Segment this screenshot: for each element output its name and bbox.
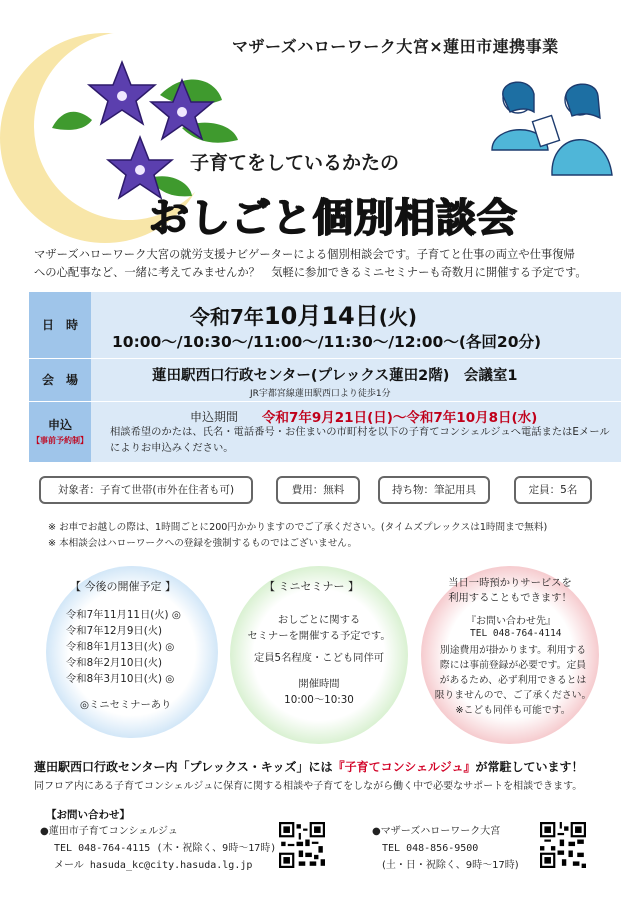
- row-divider: [29, 401, 621, 402]
- contact-heading: 【お問い合わせ】: [46, 809, 130, 821]
- kids-concierge-detail: 同フロア内にある子育てコンシェルジュに保育に関する相談や子育てをしながら働く中で必要なサポートを相談できます。: [34, 781, 583, 792]
- hellowork-contact: [372, 823, 519, 874]
- venue-access: JR宇都宮線蓮田駅西口より徒歩1分: [250, 389, 391, 399]
- childcare-body-line: ※こども同伴も可能です。: [455, 705, 571, 716]
- application-instructions: [110, 425, 610, 456]
- childcare-body: [434, 643, 592, 718]
- schedule-date: 令和7年12月9日(火): [66, 625, 163, 637]
- intro-text: [34, 246, 614, 282]
- childcare-intro: [421, 576, 599, 606]
- row-divider: [29, 358, 621, 359]
- event-date: [190, 296, 417, 331]
- schedule-heading: 【 今後の開催予定 】: [70, 580, 176, 593]
- kids-headline-post: が常駐しています！: [475, 760, 584, 774]
- childcare-line-2: 利用することもできます！: [448, 592, 572, 604]
- seminar-line-1: おしごとに関する: [277, 614, 361, 626]
- application-label-cell: [29, 402, 91, 462]
- parking-note: ※ お車でお越しの際は、1時間ごとに200円かかりますのでご了承ください。(タイムズプレックスは1時間まで無料): [48, 522, 548, 533]
- seminar-heading: 【 ミニセミナー 】: [264, 580, 359, 593]
- application-label: 申込: [47, 418, 72, 432]
- childcare-contact-label: 『お問い合わせ先』: [466, 616, 556, 627]
- schedule-date: 令和8年3月10日(火) ◎: [66, 673, 175, 685]
- schedule-list: [66, 607, 181, 687]
- city-contact-name: ●蓮田市子育てコンシェルジュ: [40, 826, 178, 837]
- belongings-tag: 持ち物：筆記用具: [378, 476, 490, 504]
- application-sublabel: 【事前予約制】: [32, 436, 88, 445]
- city-contact: [40, 823, 276, 874]
- seminar-description: [230, 612, 408, 708]
- schedule-date: 令和8年1月13日(火) ◎: [66, 641, 175, 653]
- page-subtitle: 子育てをしているかたの: [190, 152, 400, 174]
- date-prefix: 令和7年: [190, 305, 264, 329]
- childcare-tel: TEL 048-764-4114: [470, 628, 562, 639]
- seminar-line-2: セミナーを開催する予定です。: [247, 630, 391, 642]
- page-title: おしごと個別相談会: [148, 195, 517, 241]
- cost-tag: 費用：無料: [276, 476, 360, 504]
- application-period-label: 申込期間: [190, 410, 239, 424]
- registration-note: ※ 本相談会はハローワークへの登録を強制するものではございません。: [48, 538, 358, 549]
- childcare-body-line: 際には事前登録が必要です。定員: [439, 660, 587, 671]
- consultation-illustration: [492, 82, 612, 175]
- hellowork-qr-code[interactable]: [540, 822, 586, 868]
- kids-concierge-headline: [34, 758, 584, 775]
- childcare-body-line: があるため、必ず利用できるとは: [439, 675, 587, 686]
- kids-headline-highlight: 『子育てコンシェルジュ』: [332, 760, 476, 774]
- date-weekday: (火): [378, 305, 417, 329]
- application-note-line-1: 相談希望のかたは、氏名・電話番号・お住まいの市町村を以下の子育てコンシェルジュへ電話またはEメール: [110, 426, 610, 438]
- childcare-body-line: 別途費用が掛かります。利用する: [439, 645, 587, 656]
- application-period: 令和7年9月21日(日)〜令和7年10月8日(水): [262, 410, 538, 426]
- schedule-date: 令和7年11月11日(火) ◎: [66, 609, 181, 621]
- organizer-banner: マザーズハローワーク大宮×蓮田市連携事業: [232, 37, 559, 56]
- event-times: 10:00〜/10:30〜/11:00〜/11:30〜/12:00〜(各回20分): [112, 333, 542, 351]
- childcare-line-1: 当日一時預かりサービスを: [448, 577, 572, 589]
- seminar-time: 10:00〜10:30: [284, 694, 354, 706]
- hellowork-contact-tel: TEL 048-856-9500: [382, 843, 479, 854]
- intro-line-2: への心配事など、一緒に考えてみませんか？ 気軽に参加できるミニセミナーも奇数月に開催する予定です。: [34, 266, 587, 279]
- capacity-tag: 定員：5名: [514, 476, 592, 504]
- childcare-body-line: 限りませんので、ご了承ください。: [434, 690, 592, 701]
- city-qr-code[interactable]: [279, 822, 325, 868]
- hellowork-contact-hours: (土・日・祝除く、9時〜17時): [382, 860, 519, 871]
- date-label: 日 時: [29, 292, 91, 358]
- hellowork-contact-name: ●マザーズハローワーク大宮: [372, 826, 501, 837]
- venue-name: 蓮田駅西口行政センター(プレックス蓮田2階) 会議室1: [152, 368, 518, 384]
- city-contact-email[interactable]: メール hasuda_kc@city.hasuda.lg.jp: [54, 860, 253, 871]
- intro-line-1: マザーズハローワーク大宮の就労支援ナビゲーターによる個別相談会です。子育てと仕事の両立や仕事復帰: [34, 248, 575, 261]
- kids-headline-pre: 蓮田駅西口行政センター内「プレックス・キッズ」には: [34, 760, 333, 774]
- application-note-line-2: によりお申込みください。: [110, 441, 234, 454]
- city-contact-tel: TEL 048-764-4115 (木・祝除く、9時〜17時): [54, 843, 277, 854]
- seminar-time-label: 開催時間: [298, 678, 340, 690]
- schedule-date: 令和8年2月10日(火): [66, 657, 163, 669]
- schedule-legend: ◎ミニセミナーあり: [80, 699, 172, 711]
- venue-label: 会 場: [29, 359, 91, 401]
- target-audience-tag: 対象者：子育て世帯(市外在住者も可): [39, 476, 253, 504]
- seminar-line-3: 定員5名程度・こども同伴可: [253, 652, 385, 664]
- date-main: 10月14日: [263, 302, 379, 330]
